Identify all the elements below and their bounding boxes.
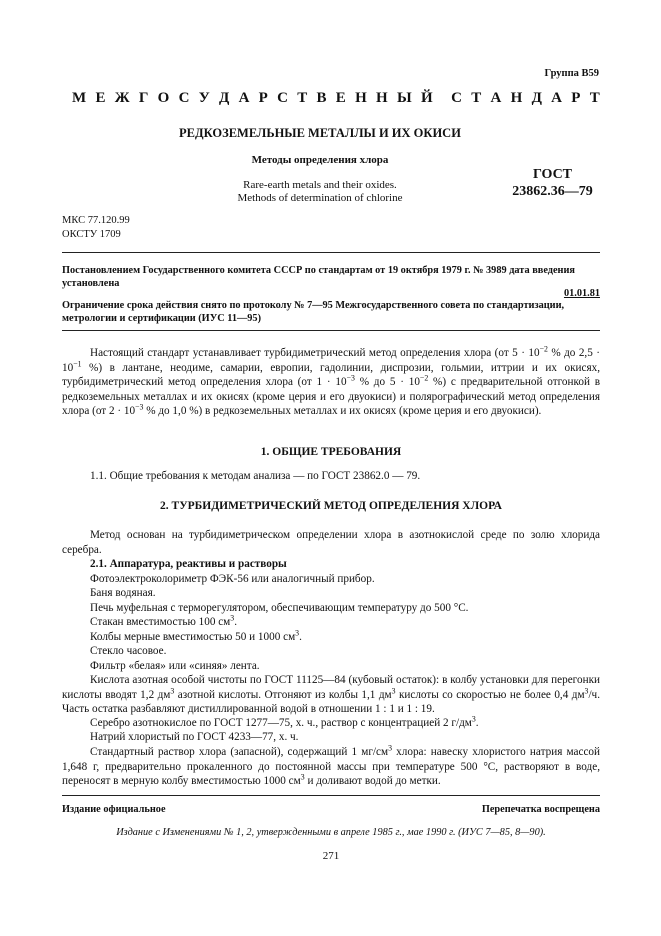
banner-letter: У: [198, 90, 210, 106]
nitric-acid-paragraph: Кислота азотная особой чистоты по ГОСТ 11125—84 (кубовый остаток): в колбу установки для перегонки кислоты вводят 1,2 $дм^3$ азотной кислоты. Отгоняют из колбы 1,1 $дм^3$ кислоты со скоростью не более 0,4 $дм^3/ч$. Часть остатка разбавляют дистиллированной водой в отношении 1 : 1 и 1 : 19.: [62, 674, 600, 715]
english-title-line-1: Rare-earth metals and their oxides.: [243, 179, 397, 191]
banner-letter: М: [72, 90, 87, 106]
mks-code: МКС 77.120.99: [62, 215, 130, 226]
banner-letter: Е: [335, 90, 346, 106]
gost-number: 23862.36—79: [512, 184, 593, 199]
divider-top: [62, 252, 600, 253]
equipment-line-6: Стекло часовое.: [90, 645, 167, 657]
banner-letter: Т: [589, 90, 600, 106]
section-1-heading: 1. ОБЩИЕ ТРЕБОВАНИЯ: [260, 446, 402, 458]
equipment-line-2: Баня водяная.: [90, 587, 156, 599]
decree-text: Постановлением Государственного комитета СССР по стандартам от 19 октября 1979 г. № 3989 дата введения установлена: [62, 265, 575, 289]
banner-letter: Н: [376, 90, 388, 106]
banner-letter: С: [451, 90, 462, 106]
banner-letter: С: [277, 90, 288, 106]
intro-paragraph: Настоящий стандарт устанавливает турбидиметрический метод определения хлора (от $5 \cdot 10^{-2}$ % до $2,5 \cdot 10^{-1}$ %) в лантане, неодиме, самарии, европии, гадолинии, диспрозии, гольмии, иттрии и их окисях, турбидиметрический метод определения хлора (от $1 \cdot 10^{-3}$ % до $5 \cdot 10^{-2}$ %) с предварительной отгонкой в редкоземельных металлах и их окисях (кроме церия и его двуокиси) и полярографический метод определения хлора (от $2 \cdot 10^{-3}$ % до 1,0 %) в редкоземельных металлах и их окисях (кроме церия и его двуокиси).: [62, 344, 600, 417]
banner-letter: Г: [138, 90, 149, 106]
banner-letter: Р: [571, 90, 581, 106]
english-title-line-2: Methods of determination of chlorine: [237, 192, 403, 204]
banner-letter: А: [490, 90, 502, 106]
banner-letter: О: [157, 90, 170, 106]
banner-letter: Т: [297, 90, 308, 106]
subsection-heading: 2.1. Аппаратура, реактивы и растворы: [90, 558, 287, 570]
reprint-prohibited: Перепечатка воспрещена: [481, 804, 600, 815]
banner-letter: Н: [510, 90, 523, 106]
banner-letter: Е: [95, 90, 106, 106]
banner-letter: Й: [420, 90, 433, 106]
equipment-line-7: Фильтр «белая» или «синяя» лента.: [90, 660, 260, 672]
okstu-code: ОКСТУ 1709: [62, 229, 121, 240]
banner-letter: Н: [355, 90, 367, 106]
editions-note: Издание с Изменениями № 1, 2, утвержденными в апреле 1985 г., мае 1990 г. (ИУС 7—85, 8—90).: [116, 827, 546, 838]
silver-nitrate-line: Серебро азотнокислое по ГОСТ 1277—75, х. ч., раствор с концентрацией 2 $г/дм^3$.: [90, 714, 479, 729]
equipment-line-5: Колбы мерные вместимостью 50 и 1000 $см^3$.: [90, 628, 302, 643]
official-edition: Издание официальное: [62, 804, 166, 815]
banner-letter: А: [551, 90, 563, 106]
divider-footer: [62, 795, 600, 796]
equipment-line-4: Стакан вместимостью 100 $см^3$.: [90, 613, 237, 628]
page-number: 271: [322, 850, 340, 862]
group-code: Группа В59: [544, 68, 599, 79]
banner-letter: Д: [218, 90, 230, 106]
section-2-heading: 2. ТУРБИДИМЕТРИЧЕСКИЙ МЕТОД ОПРЕДЕЛЕНИЯ ХЛОРА: [160, 500, 502, 512]
banner-letter: А: [238, 90, 250, 106]
document-title: РЕДКОЗЕМЕЛЬНЫЕ МЕТАЛЛЫ И ИХ ОКИСИ: [179, 126, 461, 140]
document-subtitle: Методы определения хлора: [251, 154, 389, 166]
gost-label: ГОСТ: [532, 167, 573, 182]
sodium-chloride-line: Натрий хлористый по ГОСТ 4233—77, х. ч.: [90, 731, 299, 743]
method-paragraph: Метод основан на турбидиметрическом определении хлора в азотнокислой среде по золю хлорида серебра.: [62, 529, 600, 556]
banner-letter: Р: [258, 90, 268, 106]
banner-letter: В: [316, 90, 327, 106]
divider-decree: [62, 330, 600, 331]
banner-letter: Т: [471, 90, 482, 106]
standard-solution-paragraph: Стандартный раствор хлора (запасной), содержащий 1 $мг/см^3$ хлора: навеску хлористого натрия массой 1,648 г, предварительно прокаленного до постоянной массы при температуре 500 °С, растворяют в воде, переносят в мерную колбу вместимостью 1000 $см^3$ и доливают водой до метки.: [62, 743, 600, 787]
equipment-line-3: Печь муфельная с терморегулятором, обеспечивающим температуру до 500 °С.: [90, 602, 469, 614]
introduction-date: 01.01.81: [563, 288, 600, 299]
banner-letter: Ж: [114, 90, 130, 106]
limit-removal-text: Ограничение срока действия снято по протоколу № 7—95 Межгосударственного совета по стандартизации, метрологии и сертификации (ИУС 11—95): [62, 300, 565, 324]
banner-letter: Д: [531, 90, 542, 106]
section-1-item: 1.1. Общие требования к методам анализа — по ГОСТ 23862.0 — 79.: [90, 470, 421, 482]
standard-banner: [72, 90, 600, 107]
equipment-line-1: Фотоэлектроколориметр ФЭК-56 или аналогичный прибор.: [90, 573, 375, 585]
banner-letter: Ы: [396, 90, 412, 106]
banner-letter: С: [178, 90, 190, 106]
